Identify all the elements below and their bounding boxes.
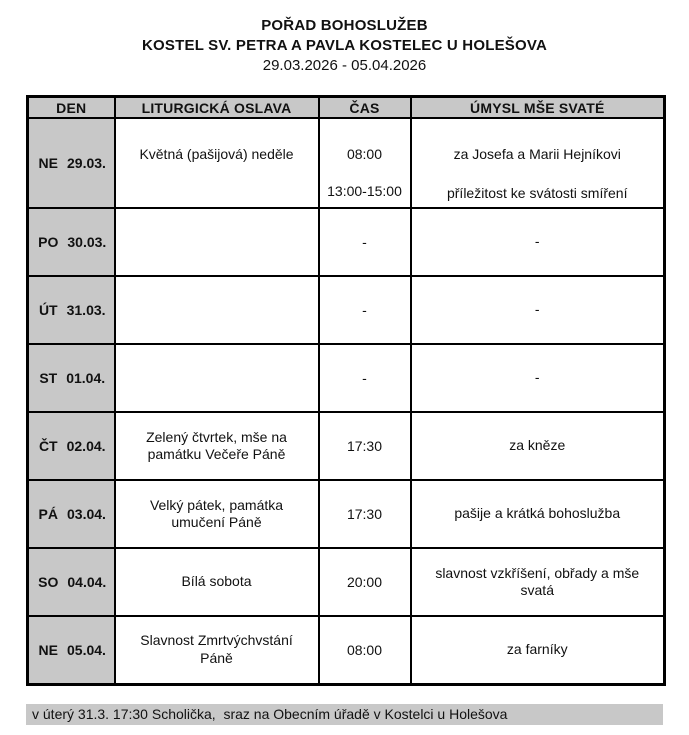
- day-date: 29.03.: [67, 155, 106, 171]
- celebration-cell: Velký pátek, památka umučení Páně: [115, 480, 319, 548]
- celebration-cell: Bílá sobota: [115, 548, 319, 616]
- day-cell: [28, 118, 115, 208]
- table-header-row: [28, 97, 665, 119]
- day-abbr: ČT: [38, 438, 58, 454]
- day-abbr: NE: [38, 155, 58, 171]
- celebration-cell: [115, 118, 319, 208]
- day-abbr: SO: [38, 574, 59, 590]
- intention-entry: za Josefa a Marii Hejníkovi: [453, 146, 621, 162]
- intention-entry: příležitost ke svátosti smíření: [446, 184, 628, 201]
- day-date: 05.04.: [67, 641, 106, 658]
- day-abbr: ÚT: [38, 302, 58, 318]
- day-abbr: PÁ: [38, 506, 58, 522]
- table-row: [28, 208, 665, 276]
- table-row: [28, 480, 665, 548]
- celebration-cell: Slavnost Zmrtvýchvstání Páně: [115, 616, 319, 684]
- intention-cell: -: [411, 208, 665, 276]
- celebration-text: Květná (pašijová) neděle: [139, 146, 294, 162]
- day-cell: [28, 344, 115, 412]
- intention-cell: -: [411, 344, 665, 412]
- celebration-cell: [115, 208, 319, 276]
- intention-cell: pašije a krátká bohoslužba: [411, 480, 665, 548]
- day-date: 03.04.: [67, 506, 106, 522]
- table-row: [28, 118, 665, 208]
- day-cell: [28, 276, 115, 344]
- celebration-cell: Zelený čtvrtek, mše na památku Večeře Páně: [115, 412, 319, 480]
- day-date: 04.04.: [67, 574, 107, 590]
- celebration-cell: [115, 276, 319, 344]
- intention-cell: za farníky: [411, 616, 665, 684]
- day-abbr: ST: [39, 370, 58, 386]
- time-cell: 08:00: [319, 616, 411, 684]
- time-entry: 08:00: [346, 146, 383, 162]
- schedule-table: [26, 95, 666, 686]
- column-header-liturgicka-oslava: LITURGICKÁ OSLAVA: [115, 97, 319, 119]
- page-title: POŘAD BOHOSLUŽEB: [261, 17, 428, 34]
- day-date: 02.04.: [66, 438, 106, 454]
- title-block: [0, 0, 689, 76]
- day-date: 30.03.: [67, 234, 107, 250]
- footer-note: v úterý 31.3. 17:30 Scholička, sraz na Obecním úřadě v Kostelci u Holešova: [26, 704, 663, 725]
- intention-cell: slavnost vzkříšení, obřady a mše svatá: [411, 548, 665, 616]
- time-cell: [319, 118, 411, 208]
- time-entry: 13:00-15:00: [327, 183, 402, 199]
- time-cell: -: [319, 208, 411, 276]
- time-cell: 20:00: [319, 548, 411, 616]
- time-cell: 17:30: [319, 412, 411, 480]
- column-header-den: DEN: [28, 97, 115, 119]
- intention-cell: za kněze: [411, 412, 665, 480]
- day-cell: [28, 548, 115, 616]
- day-abbr: NE: [38, 641, 58, 658]
- date-range: 29.03.2026 - 05.04.2026: [262, 57, 427, 74]
- day-date: 01.04.: [66, 370, 106, 386]
- time-cell: 17:30: [319, 480, 411, 548]
- day-date: 31.03.: [66, 302, 106, 318]
- table-row: [28, 616, 665, 684]
- table-row: [28, 344, 665, 412]
- page-subtitle: KOSTEL SV. PETRA A PAVLA KOSTELEC U HOLEŠOVA: [142, 37, 547, 54]
- time-cell: -: [319, 276, 411, 344]
- intention-cell: [411, 118, 665, 208]
- day-cell: [28, 208, 115, 276]
- column-header-cas: ČAS: [319, 97, 411, 119]
- day-cell: [28, 412, 115, 480]
- time-cell: -: [319, 344, 411, 412]
- table-row: [28, 548, 665, 616]
- table-row: [28, 412, 665, 480]
- intention-cell: -: [411, 276, 665, 344]
- day-cell: [28, 480, 115, 548]
- day-abbr: PO: [38, 234, 59, 250]
- day-cell: [28, 616, 115, 684]
- celebration-cell: [115, 344, 319, 412]
- table-row: [28, 276, 665, 344]
- column-header-umysl: ÚMYSL MŠE SVATÉ: [411, 97, 665, 119]
